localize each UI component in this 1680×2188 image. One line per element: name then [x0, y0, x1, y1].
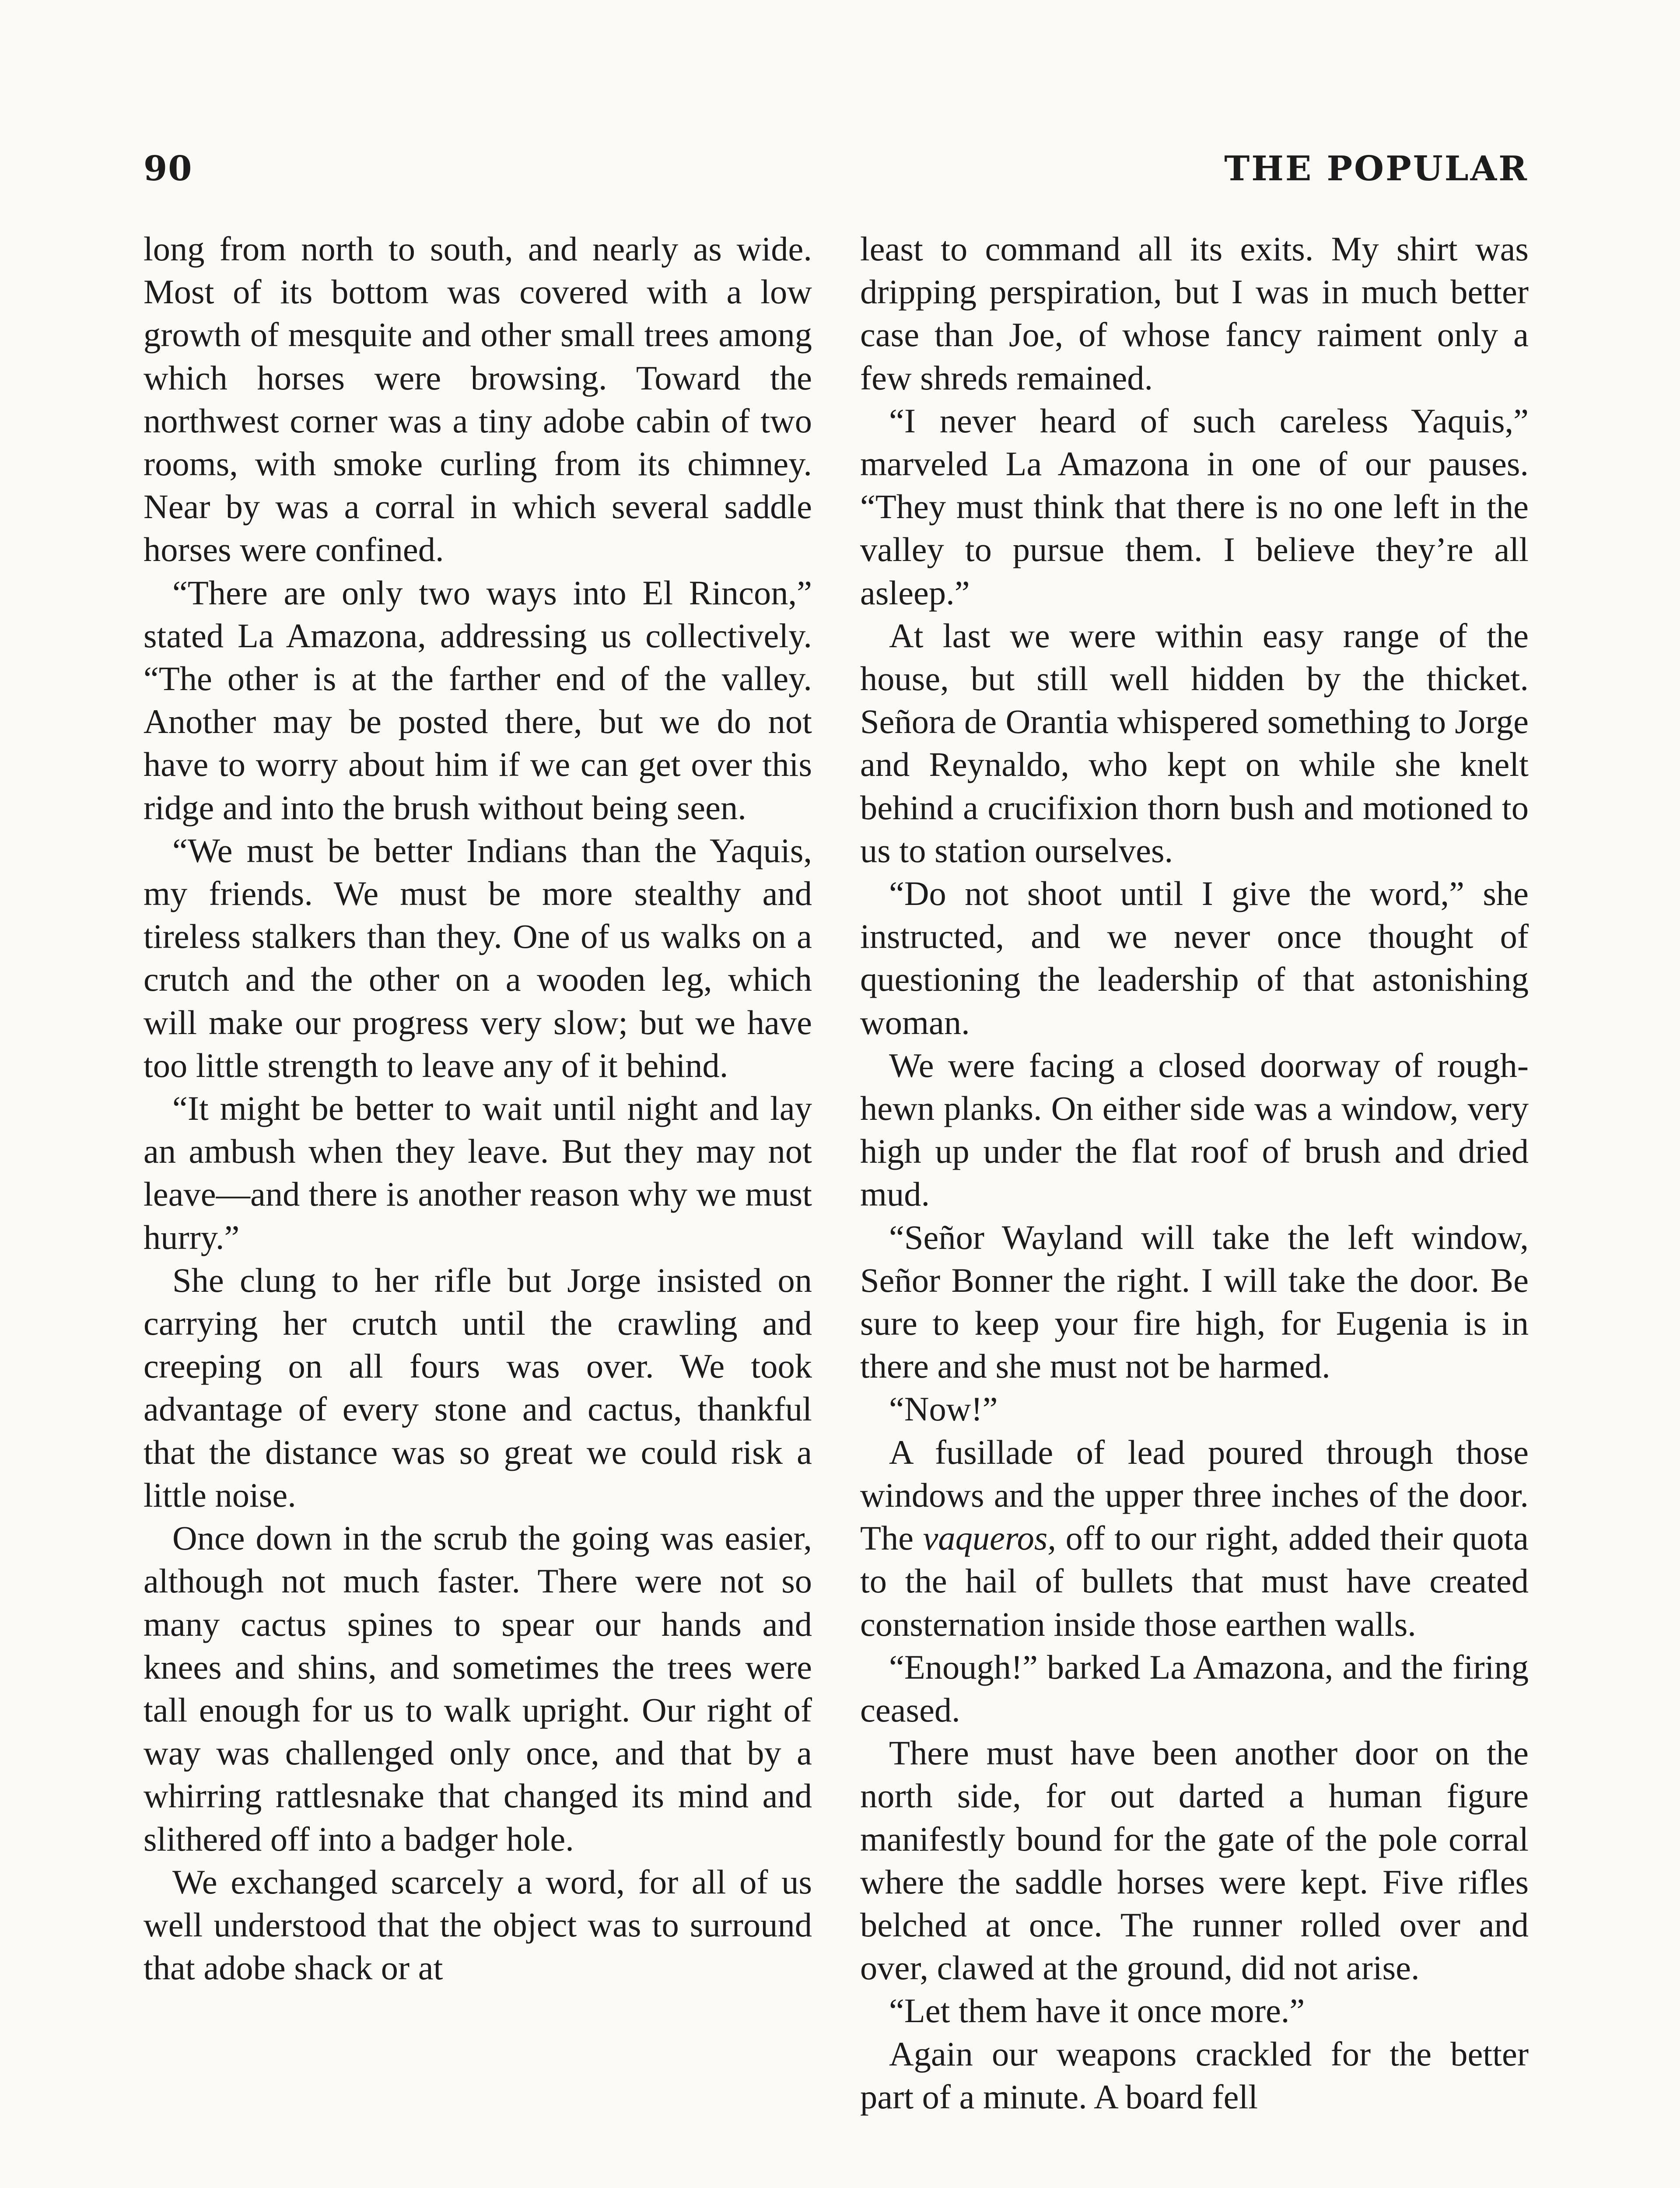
paragraph: “Enough!” barked La Amazona, and the firing ceased. [860, 1648, 1529, 1729]
paragraph-text: A fusillade of lead poured through those windows and the upper three inches of the door. The [860, 1433, 1529, 1557]
paragraph: At last we were within easy range of the house, but still well hidden by the thicket. Señora de Orantia whispered something to Jorge and Reynaldo, who kept on while she knelt behind a crucifixion thorn bush and motioned to us to station ourselves. [860, 616, 1529, 870]
paragraph: “Let them have it once more.” [889, 1992, 1305, 2030]
paragraph: We were facing a closed doorway of rough-hewn planks. On either side was a window, very high up under the flat roof of brush and dried mud. [860, 1046, 1529, 1213]
page-header [144, 149, 1529, 201]
paragraph [860, 1431, 1529, 1646]
paragraph: “It might be better to wait until night and lay an ambush when they leave. But they may not leave—and there is another reason why we must hurry.” [144, 1089, 812, 1256]
italic-word: vaqueros, [923, 1519, 1057, 1557]
paragraph: Once down in the scrub the going was easier, although not much faster. There were not so many cactus spines to spear our hands and knees and shins, and sometimes the trees were tall enough for us to walk upright. Our right of way was challenged only once, and that by a whirring rattlesnake that changed its mind and slithered off into a badger hole. [144, 1519, 812, 1858]
paragraph: long from north to south, and nearly as wide. Most of its bottom was covered with a low growth of mesquite and other small trees among which horses were browsing. Toward the northwest corner was a tiny adobe cabin of two rooms, with smoke curling from its chimney. Near by was a corral in which several saddle horses were confined. [144, 230, 812, 569]
paragraph: least to command all its exits. My shirt was dripping perspiration, but I was in much better case than Joe, of whose fancy raiment only a few shreds remained. [860, 230, 1529, 397]
paragraph: “Now!” [889, 1390, 998, 1428]
paragraph: “Señor Wayland will take the left window, Señor Bonner the right. I will take the door. Be sure to keep your fire high, for Eugenia is in there and she must not be harmed. [860, 1218, 1529, 1385]
page-number: 90 [144, 149, 193, 189]
right-column [860, 228, 1529, 2118]
paragraph: Again our weapons crackled for the better part of a minute. A board fell [860, 2034, 1529, 2116]
left-column [144, 228, 812, 1989]
paragraph: There must have been another door on the north side, for out darted a human figure manifestly bound for the gate of the pole corral where the saddle horses were kept. Five rifles belched at once. The runner rolled over and over, clawed at the ground, did not arise. [860, 1734, 1529, 1987]
paragraph: “There are only two ways into El Rincon,” stated La Amazona, addressing us collectively. “The other is at the farther end of the valley. Another may be posted there, but we do not have to worry about him if we can get over this ridge and into the brush without being seen. [144, 573, 812, 827]
paragraph: “I never heard of such careless Yaquis,” marveled La Amazona in one of our pauses. “They must think that there is no one left in the valley to pursue them. I believe they’re all asleep.” [860, 401, 1529, 612]
paragraph: “We must be better Indians than the Yaquis, my friends. We must be more stealthy and tireless stalkers than they. One of us walks on a crutch and the other on a wooden leg, which will make our progress very slow; but we have too little strength to leave any of it behind. [144, 831, 812, 1084]
running-head: THE POPULAR [1224, 149, 1529, 189]
paragraph: We exchanged scarcely a word, for all of us well understood that the object was to surround that adobe shack or at [144, 1862, 812, 1987]
paragraph: “Do not shoot until I give the word,” she instructed, and we never once thought of questioning the leadership of that astonishing woman. [860, 874, 1529, 1041]
paragraph: She clung to her rifle but Jorge insisted on carrying her crutch until the crawling and creeping on all fours was over. We took advantage of every stone and cactus, thankful that the distance was so great we could risk a little noise. [144, 1261, 812, 1514]
paragraph-text: off to our right, added their quota to the hail of bullets that must have created consternation inside those earthen walls. [860, 1519, 1529, 1643]
